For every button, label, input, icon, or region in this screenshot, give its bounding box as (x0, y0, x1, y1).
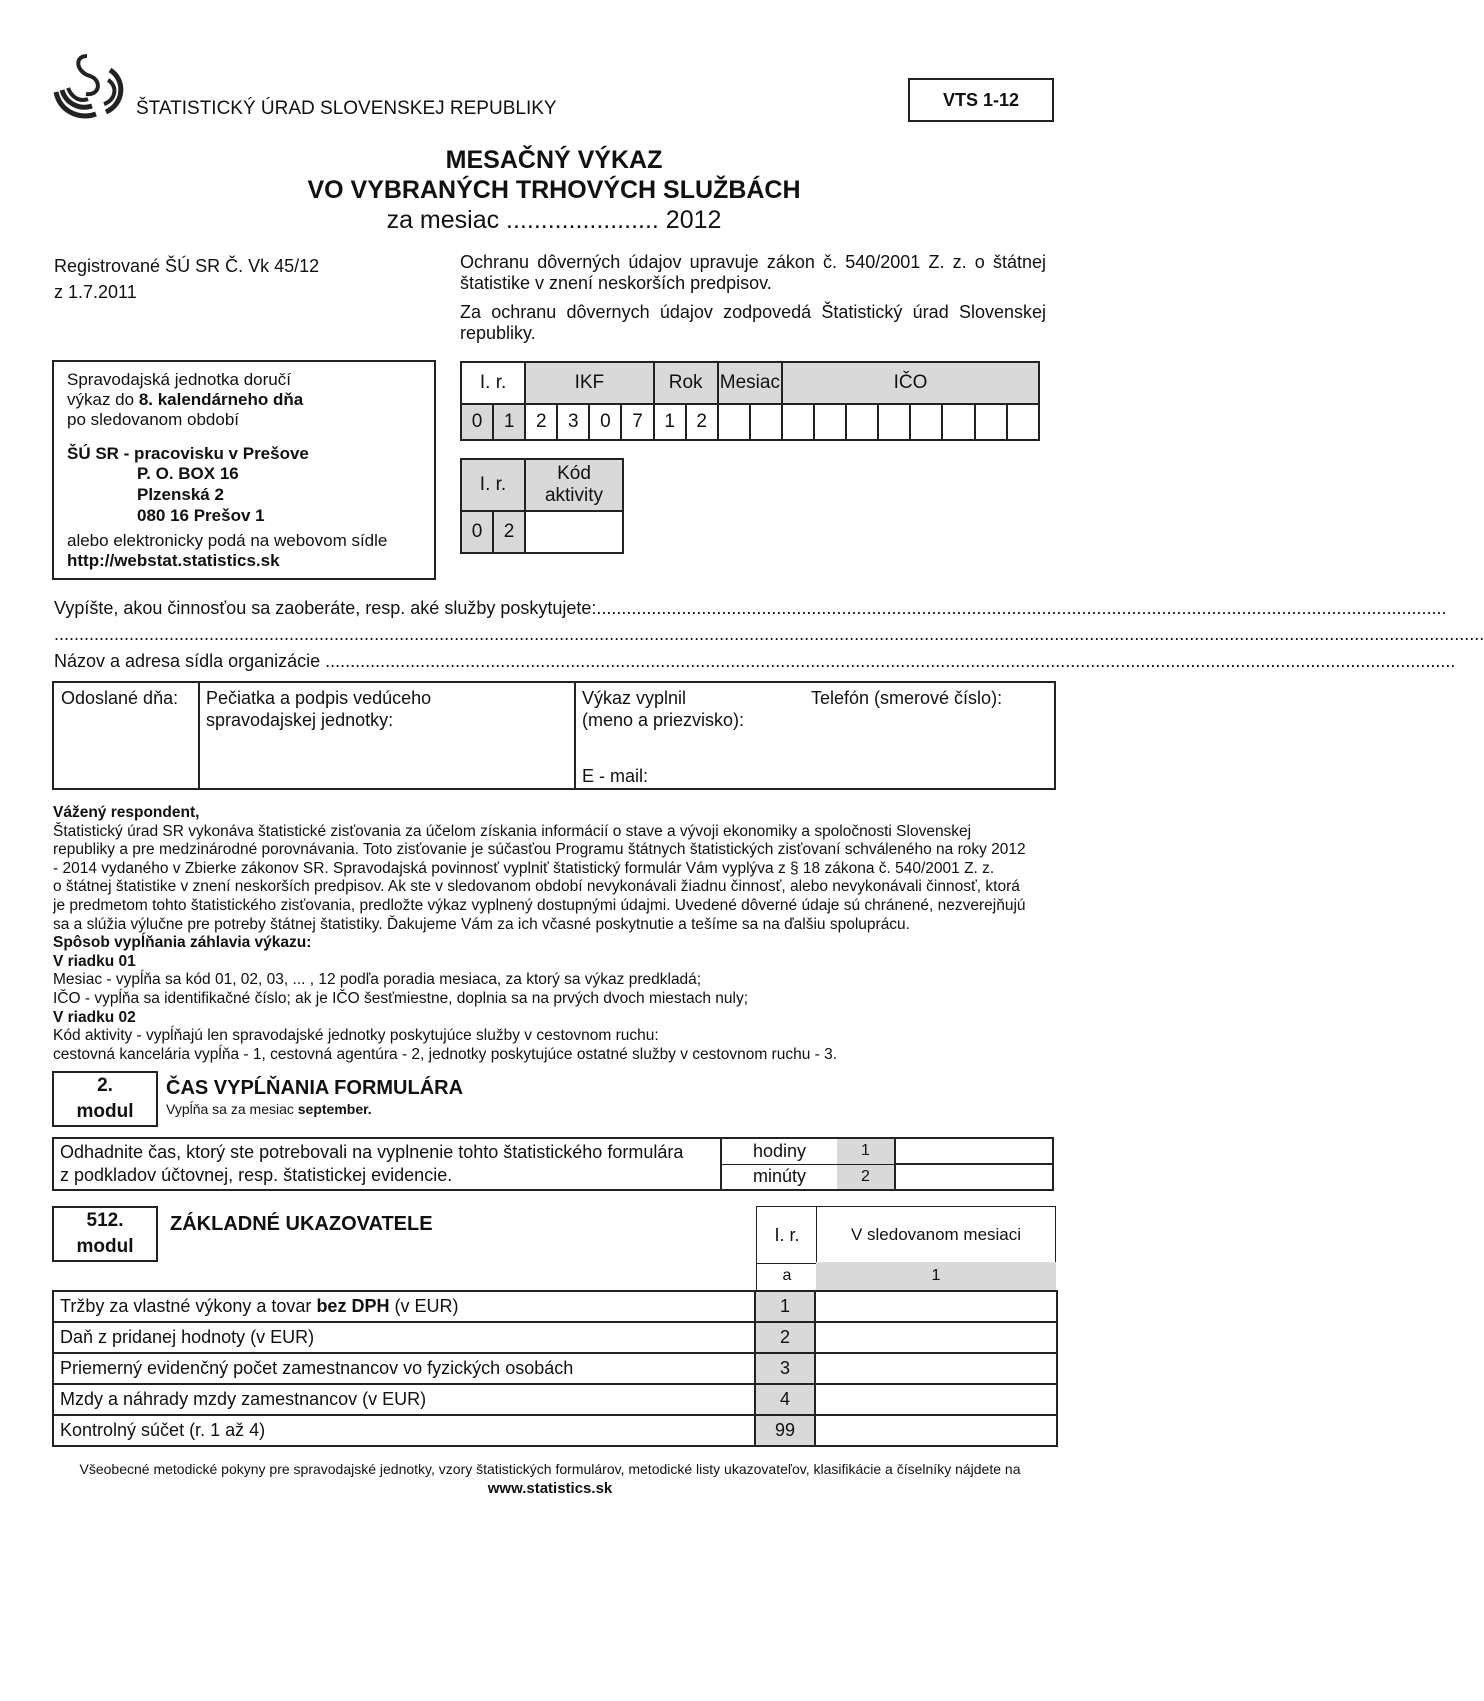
minutes-row-number: 2 (837, 1164, 895, 1190)
indicator-label: Daň z pridanej hodnoty (v EUR) (53, 1322, 755, 1353)
phone-label: Telefón (smerové číslo): (811, 688, 1003, 708)
indicator-row-number: 99 (755, 1415, 815, 1446)
id-header-ikf: IKF (525, 362, 653, 404)
table-row (53, 1322, 1057, 1353)
minutes-input[interactable] (895, 1164, 1053, 1190)
indicator-value-input[interactable] (815, 1291, 1057, 1322)
office-pobox: P. O. BOX 16 (137, 464, 239, 483)
ico-input-cell[interactable] (878, 404, 910, 440)
delivery-text: výkaz do (67, 390, 139, 409)
delivery-line-2 (67, 390, 303, 410)
module-512-badge (52, 1206, 158, 1262)
activity-dot-leader: .......................................................................................................................................................................... (596, 598, 1447, 618)
row02-activity: Kód aktivity - vypĺňajú len spravodajské jednotky poskytujúce služby v cestovnom ruchu: (53, 1027, 659, 1045)
stamp-label-2: spravodajskej jednotky: (206, 710, 394, 730)
method-heading: Spôsob vypĺňania záhlavia výkazu: (53, 934, 312, 952)
indicator-value-input[interactable] (815, 1415, 1057, 1446)
row02-heading: V riadku 02 (53, 1008, 136, 1026)
delivery-line-3: po sledovanom období (67, 410, 240, 429)
organization-field[interactable] (54, 651, 1456, 672)
indicator-label-emphasis: bez DPH (316, 1296, 390, 1316)
id-digit-cell: 1 (654, 404, 686, 440)
id-header-month: Mesiac (718, 362, 782, 404)
footer-link[interactable]: www.statistics.sk (487, 1480, 613, 1497)
notice-line: - 2014 vydaného v Zbierke zákonov SR. Spravodajská povinnosť vyplniť štatistický formulár Vám vyplýva z § 18 zákona č. 540/2001 Z. z. (53, 859, 995, 877)
module-2-number: 2. (97, 1075, 113, 1096)
id-header-year: Rok (654, 362, 718, 404)
row01-month: Mesiac - vypĺňa sa kód 01, 02, 03, ... , 12 podľa poradia mesiaca, za ktorý sa výkaz predkladá; (53, 971, 702, 989)
id-digit-cell: 2 (525, 404, 557, 440)
table-row (53, 1291, 1057, 1322)
indicator-row-number: 3 (755, 1353, 815, 1384)
table-row (53, 1384, 1057, 1415)
delivery-electronic: alebo elektronicky podá na webovom sídle (67, 531, 388, 550)
sent-date-label: Odoslané dňa: (61, 688, 179, 708)
activity-header-code-l2: aktivity (544, 485, 604, 506)
activity-header-code (525, 459, 623, 511)
indicator-value-input[interactable] (815, 1322, 1057, 1353)
time-table (52, 1137, 1054, 1191)
row01-heading: V riadku 01 (53, 952, 136, 970)
id-digit-cell: 0 (589, 404, 621, 440)
indicator-value-input[interactable] (815, 1353, 1057, 1384)
notice-line: republiky a pre medzinárodné porovnávania. Toto zisťovanie je súčasťou Programu štátnych štatistických zisťovaní schváleného na roky 2012 (53, 841, 1026, 859)
organization-field-label: Názov a adresa sídla organizácie (54, 651, 321, 671)
hours-input[interactable] (895, 1138, 1053, 1164)
notice-line: sa a slúžia výlučne pre potreby štátnej štatistiky. Ďakujeme Vám za ich včasné poskytnutie a tešíme sa na ďalšiu spoluprácu. (53, 915, 910, 933)
activity-field[interactable] (54, 598, 1447, 619)
form-code-box: VTS 1-12 (908, 78, 1054, 122)
email-label: E - mail: (582, 766, 649, 786)
indicator-label: Mzdy a náhrady mzdy zamestnancov (v EUR) (53, 1384, 755, 1415)
table-row (53, 1353, 1057, 1384)
delivery-deadline: 8. kalendárneho dňa (138, 390, 304, 409)
activity-field-continuation[interactable]: .............................................................................................................................................................................................................................................................................................. (54, 624, 1484, 644)
module-2-badge (52, 1071, 158, 1127)
ico-input-cell[interactable] (846, 404, 878, 440)
time-question (53, 1138, 721, 1190)
ico-input-cell[interactable] (1007, 404, 1039, 440)
indicator-col-month: V sledovanom mesiaci (816, 1206, 1056, 1264)
title-line-1: MESAČNÝ VÝKAZ (445, 146, 663, 174)
id-digit-cell: 7 (621, 404, 653, 440)
id-digit-cell: 0 (461, 404, 493, 440)
id-digit-cell: 3 (557, 404, 589, 440)
table-row (53, 1415, 1057, 1446)
indicator-row-number: 1 (755, 1291, 815, 1322)
office-street: Plzenská 2 (137, 485, 224, 504)
activity-header-row: I. r. (461, 459, 525, 511)
indicator-label: Kontrolný súčet (r. 1 až 4) (53, 1415, 755, 1446)
activity-code-input[interactable] (525, 511, 623, 553)
indicator-value-input[interactable] (815, 1384, 1057, 1415)
time-question-line-1: Odhadnite čas, ktorý ste potrebovali na vyplnenie tohto štatistického formulára (60, 1142, 684, 1162)
month-input-cell[interactable] (750, 404, 782, 440)
id-digit-cell: 1 (493, 404, 525, 440)
indicator-label: Priemerný evidenčný počet zamestnancov vo fyzických osobách (53, 1353, 755, 1384)
signature-divider (198, 683, 200, 788)
row02-codes: cestovná kancelária vypĺňa - 1, cestovná agentúra - 2, jednotky poskytujúce ostatné služby v cestovnom ruchu - 3. (53, 1045, 838, 1063)
indicator-table (52, 1290, 1058, 1447)
indicator-col-row: I. r. (756, 1206, 817, 1264)
indicator-label (53, 1291, 755, 1322)
indicator-label-text: Tržby za vlastné výkony a tovar (60, 1296, 317, 1316)
webstat-link[interactable]: http://webstat.statistics.sk (67, 551, 280, 570)
activity-digit-cell: 2 (493, 511, 525, 553)
ico-input-cell[interactable] (782, 404, 814, 440)
registration-date: z 1.7.2011 (54, 282, 137, 302)
footer-note: Všeobecné metodické pokyny pre spravodajské jednotky, vzory štatistických formulárov, metodické listy ukazovateľov, klasifikácie a číselníky nájdete na (79, 1461, 1021, 1477)
indicator-col-a: a (756, 1262, 817, 1290)
confidentiality-law: Ochranu dôverných údajov upravuje zákon č. 540/2001 Z. z. o štátnej štatistike v znení neskorších predpisov. (460, 252, 1046, 293)
module-512-word: modul (76, 1236, 134, 1257)
ico-input-cell[interactable] (975, 404, 1007, 440)
signature-box (52, 681, 1056, 790)
activity-code-table (460, 458, 624, 554)
notice-greeting: Vážený respondent, (53, 804, 200, 821)
indicator-label-unit: (v EUR) (389, 1296, 459, 1316)
module-2-word: modul (76, 1101, 134, 1122)
statistics-office-logo (54, 52, 134, 124)
module-2-title: ČAS VYPĹŇANIA FORMULÁRA (166, 1077, 464, 1099)
confidentiality-responsibility: Za ochranu dôvernych údajov zodpovedá Štatistický úrad Slovenskej republiky. (460, 302, 1046, 343)
title-line-2: VO VYBRANÝCH TRHOVÝCH SLUŽBÁCH (307, 176, 801, 204)
indicator-col-1: 1 (816, 1262, 1056, 1290)
indicator-row-number: 2 (755, 1322, 815, 1353)
filled-by-label-2: (meno a priezvisko): (582, 710, 745, 730)
registration-number: Registrované ŠÚ SR Č. Vk 45/12 (54, 256, 320, 276)
activity-field-label: Vypíšte, akou činnosťou sa zaoberáte, resp. aké služby poskytujete: (54, 598, 597, 618)
ico-input-cell[interactable] (942, 404, 974, 440)
activity-digit-cell: 0 (461, 511, 493, 553)
ico-input-cell[interactable] (814, 404, 846, 440)
module-512-number: 512. (86, 1210, 124, 1231)
signature-divider (574, 683, 576, 788)
hours-row-number: 1 (837, 1138, 895, 1164)
indicator-row-number: 4 (755, 1384, 815, 1415)
notice-line: je predmetom tohto štatistického zisťovania, predložte výkaz vyplnený dostupnými údajmi. Uvedené dôverné údaje sú chránené, nezverejňujú (53, 896, 1026, 914)
id-digit-cell: 2 (686, 404, 718, 440)
activity-header-code-l1: Kód (557, 463, 591, 484)
stamp-label-1: Pečiatka a podpis vedúceho (206, 688, 432, 708)
notice-line: o štátnej štatistike v znení neskorších predpisov. Ak ste v sledovanom období nevykonávali žiadnu činnosť, alebo nevykonávali činnosť, ktorá (53, 878, 1020, 896)
delivery-line-1: Spravodajská jednotka doručí (67, 370, 291, 389)
module-2-subtitle-month: september. (297, 1101, 372, 1117)
id-header-ico: IČO (782, 362, 1039, 404)
hours-label: hodiny (721, 1138, 837, 1164)
organization-dot-leader: .................................................................................................................................................................................................................................. (320, 651, 1456, 671)
time-question-line-2: z podkladov účtovnej, resp. štatistickej evidencie. (60, 1165, 453, 1185)
id-table (460, 361, 1040, 441)
office-city: 080 16 Prešov 1 (137, 506, 265, 525)
respondent-notice (53, 804, 1051, 1064)
row01-ico: IČO - vypĺňa sa identifikačné číslo; ak je IČO šesťmiestne, doplnia sa na prvých dvoch miestach nuly; (53, 989, 749, 1007)
month-input-cell[interactable] (718, 404, 750, 440)
notice-line: Štatistický úrad SR vykonáva štatistické zisťovania za účelom získania informácií o stave a vývoji ekonomiky a spoločnosti Slovenskej (53, 822, 972, 840)
minutes-label: minúty (721, 1164, 837, 1190)
module-512-title: ZÁKLADNÉ UKAZOVATELE (170, 1213, 433, 1235)
office-name: ŠÚ SR - pracovisku v Prešove (67, 444, 309, 463)
filled-by-label-1: Výkaz vyplnil (582, 688, 687, 708)
module-2-subtitle-text: Vypĺňa sa za mesiac (166, 1101, 298, 1117)
module-2-subtitle (166, 1101, 372, 1117)
ico-input-cell[interactable] (910, 404, 942, 440)
authority-name: ŠTATISTICKÝ ÚRAD SLOVENSKEJ REPUBLIKY (136, 98, 557, 119)
id-header-row: I. r. (461, 362, 525, 404)
delivery-box (52, 360, 436, 580)
title-line-3: za mesiac ...................... 2012 (386, 206, 722, 234)
